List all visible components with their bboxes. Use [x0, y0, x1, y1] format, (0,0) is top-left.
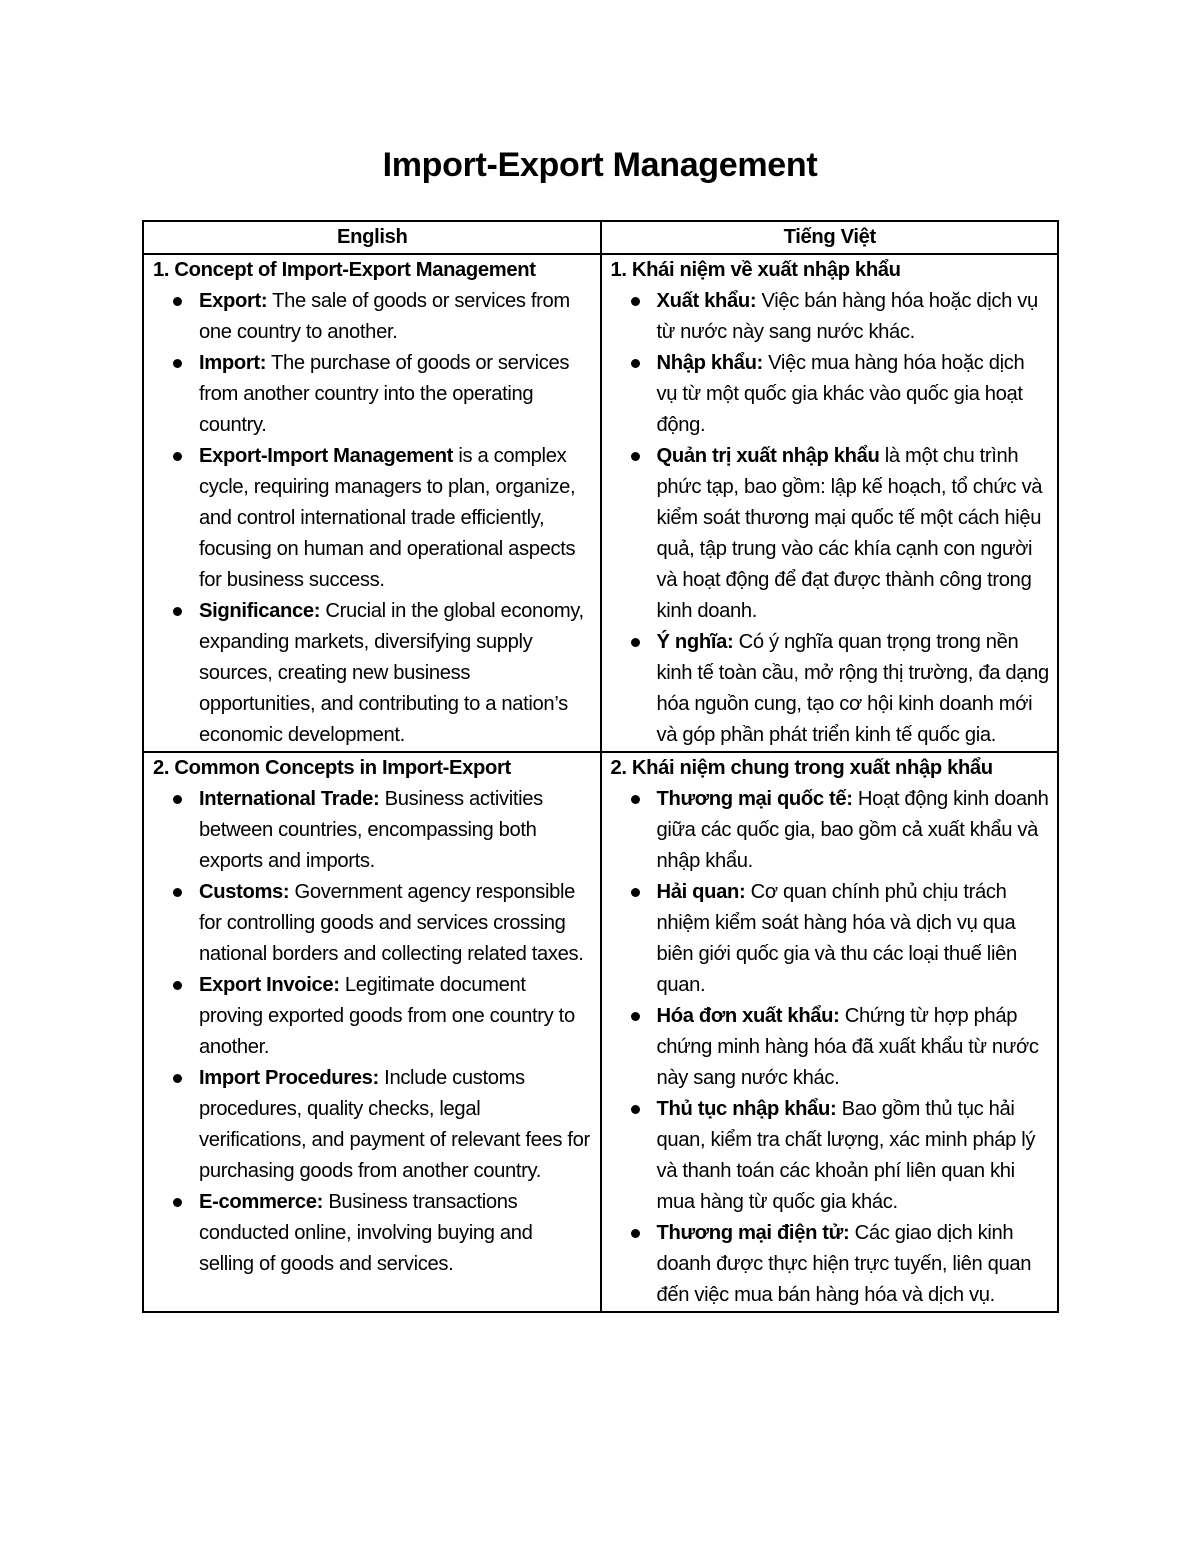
list-item	[199, 970, 592, 1063]
term-definition: Business transactions conducted online, involving buying and selling of goods and services.	[199, 1191, 533, 1275]
bilingual-table	[142, 220, 1059, 1313]
bullet-icon	[173, 297, 182, 306]
term-label: E-commerce:	[199, 1191, 324, 1213]
list-item	[657, 286, 1050, 348]
term-definition: là một chu trình phức tạp, bao gồm: lập kế hoạch, tổ chức và kiểm soát thương mại quốc tế một cách hiệu quả, tập trung vào các khía cạnh con người và hoạt động để đạt được thành công trong kinh doanh.	[656, 445, 1043, 622]
bullet-icon	[631, 888, 640, 897]
term-label: Ý nghĩa:	[656, 631, 734, 653]
bullet-icon	[173, 452, 182, 461]
page-title: Import-Export Management	[382, 146, 818, 184]
term-label: Significance:	[199, 600, 321, 622]
term-label: Thủ tục nhập khẩu:	[656, 1098, 837, 1120]
bullet-list	[153, 286, 592, 751]
term-label: Hóa đơn xuất khẩu:	[656, 1005, 840, 1027]
bullet-icon	[631, 1105, 640, 1114]
term-label: Export-Import Management	[199, 445, 454, 467]
term-definition: Business activities between countries, encompassing both exports and imports.	[199, 788, 543, 872]
column-header-vietnamese: Tiếng Việt	[601, 221, 1059, 254]
vietnamese-cell	[601, 752, 1059, 1312]
bullet-icon	[631, 297, 640, 306]
section-title: 2. Khái niệm chung trong xuất nhập khẩu	[610, 757, 993, 779]
term-label: Quản trị xuất nhập khẩu	[656, 445, 880, 467]
term-definition: Các giao dịch kinh doanh được thực hiện trực tuyến, liên quan đến việc mua bán hàng hóa và dịch vụ.	[656, 1222, 1032, 1306]
term-definition: Crucial in the global economy, expanding markets, diversifying supply sources, creating new business opportunities, and contributing to a nation’s economic development.	[199, 600, 584, 746]
vietnamese-cell	[601, 254, 1059, 752]
bullet-icon	[631, 1012, 640, 1021]
list-item	[199, 1187, 592, 1280]
bullet-icon	[631, 452, 640, 461]
list-item	[657, 1001, 1050, 1094]
bullet-list	[611, 286, 1050, 751]
term-label: Thương mại điện tử:	[656, 1222, 850, 1244]
bullet-icon	[631, 359, 640, 368]
term-label: Xuất khẩu:	[656, 290, 757, 312]
table-row	[143, 254, 1058, 752]
list-item	[657, 441, 1050, 627]
term-label: International Trade:	[199, 788, 380, 810]
term-label: Export Invoice:	[199, 974, 340, 996]
section-title: 2. Common Concepts in Import-Export	[153, 757, 511, 779]
list-item	[657, 1094, 1050, 1218]
list-item	[199, 596, 592, 751]
bullet-icon	[631, 638, 640, 647]
term-label: Customs:	[199, 881, 290, 903]
section-title: 1. Khái niệm về xuất nhập khẩu	[610, 259, 901, 281]
table-header-row	[143, 221, 1058, 254]
term-label: Nhập khẩu:	[656, 352, 763, 374]
term-label: Thương mại quốc tế:	[656, 788, 853, 810]
bullet-list	[153, 784, 592, 1280]
list-item	[199, 441, 592, 596]
english-cell	[143, 752, 601, 1312]
bullet-icon	[631, 1229, 640, 1238]
term-definition: Legitimate document proving exported goods from one country to another.	[199, 974, 575, 1058]
section-title: 1. Concept of Import-Export Management	[153, 259, 536, 281]
term-label: Hải quan:	[656, 881, 746, 903]
list-item	[199, 877, 592, 970]
list-item	[657, 1218, 1050, 1311]
list-item	[199, 286, 592, 348]
list-item	[199, 1063, 592, 1187]
term-definition: The sale of goods or services from one country to another.	[199, 290, 570, 343]
bullet-icon	[173, 981, 182, 990]
bullet-icon	[173, 1198, 182, 1207]
term-label: Export:	[199, 290, 268, 312]
bullet-icon	[631, 795, 640, 804]
term-definition: Cơ quan chính phủ chịu trách nhiệm kiểm soát hàng hóa và dịch vụ qua biên giới quốc gia và thu các loại thuế liên quan.	[656, 881, 1017, 996]
term-label: Import:	[199, 352, 267, 374]
term-definition: Hoạt động kinh doanh giữa các quốc gia, bao gồm cả xuất khẩu và nhập khẩu.	[656, 788, 1049, 872]
list-item	[657, 627, 1050, 751]
term-definition: Việc mua hàng hóa hoặc dịch vụ từ một quốc gia khác vào quốc gia hoạt động.	[656, 352, 1025, 436]
list-item	[657, 784, 1050, 877]
term-label: Import Procedures:	[199, 1067, 379, 1089]
bullet-icon	[173, 607, 182, 616]
list-item	[657, 877, 1050, 1001]
term-definition: Việc bán hàng hóa hoặc dịch vụ từ nước này sang nước khác.	[656, 290, 1038, 343]
list-item	[199, 784, 592, 877]
bullet-icon	[173, 888, 182, 897]
term-definition: Chứng từ hợp pháp chứng minh hàng hóa đã xuất khẩu từ nước này sang nước khác.	[656, 1005, 1039, 1089]
term-definition: is a complex cycle, requiring managers to plan, organize, and control international trade efficiently, focusing on human and operational aspects for business success.	[199, 445, 576, 591]
list-item	[657, 348, 1050, 441]
english-cell	[143, 254, 601, 752]
term-definition: The purchase of goods or services from another country into the operating country.	[199, 352, 570, 436]
bullet-icon	[173, 795, 182, 804]
table-row	[143, 752, 1058, 1312]
list-item	[199, 348, 592, 441]
term-definition: Có ý nghĩa quan trọng trong nền kinh tế toàn cầu, mở rộng thị trường, đa dạng hóa nguồn cung, tạo cơ hội kinh doanh mới và góp phần phát triển kinh tế quốc gia.	[656, 631, 1049, 746]
term-definition: Bao gồm thủ tục hải quan, kiểm tra chất lượng, xác minh pháp lý và thanh toán các khoản phí liên quan khi mua hàng từ quốc gia khác.	[656, 1098, 1036, 1213]
bullet-icon	[173, 1074, 182, 1083]
term-definition: Include customs procedures, quality checks, legal verifications, and payment of relevant fees for purchasing goods from another country.	[199, 1067, 590, 1182]
bullet-icon	[173, 359, 182, 368]
column-header-english: English	[143, 221, 601, 254]
bullet-list	[611, 784, 1050, 1311]
term-definition: Government agency responsible for controlling goods and services crossing national borders and collecting related taxes.	[199, 881, 584, 965]
